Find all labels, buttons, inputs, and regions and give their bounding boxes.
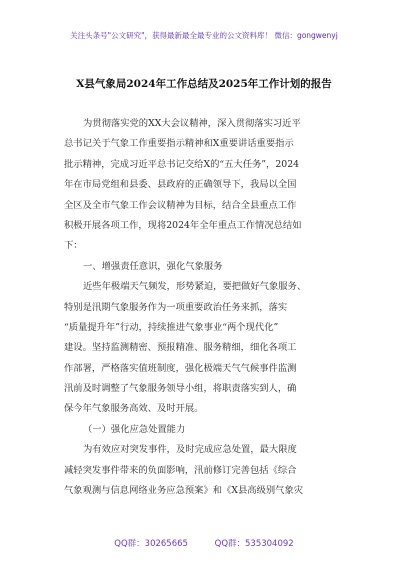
footer-qq-groups [0,537,408,549]
paragraph-line: 批示精神，完成习近平总书记交给X的“五大任务”，2024 [64,158,300,170]
paragraph-line: 总书记关于气象工作重要指示精神和X重要讲话重要指示 [64,138,294,150]
paragraph-line: 保今年气象服务高效、及时开展。 [64,403,204,415]
paragraph-line: 作部署，严格落实值班制度，强化极端天气气候事件监测 [64,362,297,374]
section-heading: 一、增强责任意识，强化气象服务 [83,260,223,272]
paragraph-line: 特别是汛期气象服务作为一项重要政治任务来抓，落实 [64,301,288,313]
paragraph-line: 积极开展各项工作，现将2024年全年重点工作情况总结如 [64,219,302,231]
qq-group-1: QQ群：30265665 [114,539,188,549]
subsection-heading: （一）强化应急处置能力 [83,423,186,435]
paragraph-line: 汛前及时调整了气象服务领导小组，将职责落实到人，确 [64,383,297,395]
qq-group-2: QQ群：535304092 [214,539,294,549]
paragraph-line: 为有效应对突发事件，及时完成应急处置，最大限度 [83,444,297,456]
document-title: X县气象局2024年工作总结及2025年工作计划的报告 [76,78,332,90]
paragraph-line: 年在市局党组和县委、县政府的正确领导下，我局以全国 [64,179,297,191]
header-promo-note: 关注头条号"公文研究"，获得最新最全最专业的公文资料库！ 微信：gongwenyj [70,31,338,40]
document-body [64,114,336,501]
paragraph-line: “质量提升年”行动，持续推进气象事业“两个现代化” [64,321,279,333]
paragraph-line: 建设。坚持监测精密、预报精准、服务精细，细化各项工 [64,342,297,354]
paragraph-line: 减轻突发事件带来的负面影响，汛前修订完善包括《综合 [64,464,297,476]
paragraph-line: 下： [64,240,83,252]
paragraph-line: 全区及全市气象工作会议精神为目标，结合全县重点工作 [64,199,297,211]
paragraph-line: 气象观测与信息网络业务应急预案》和《X县高级别气象灾 [64,485,304,497]
paragraph-line: 近些年极端天气频发，形势紧迫，要把做好气象服务、 [83,281,307,293]
paragraph-line: 为贯彻落实党的XX大会议精神，深入贯彻落实习近平 [83,118,301,129]
